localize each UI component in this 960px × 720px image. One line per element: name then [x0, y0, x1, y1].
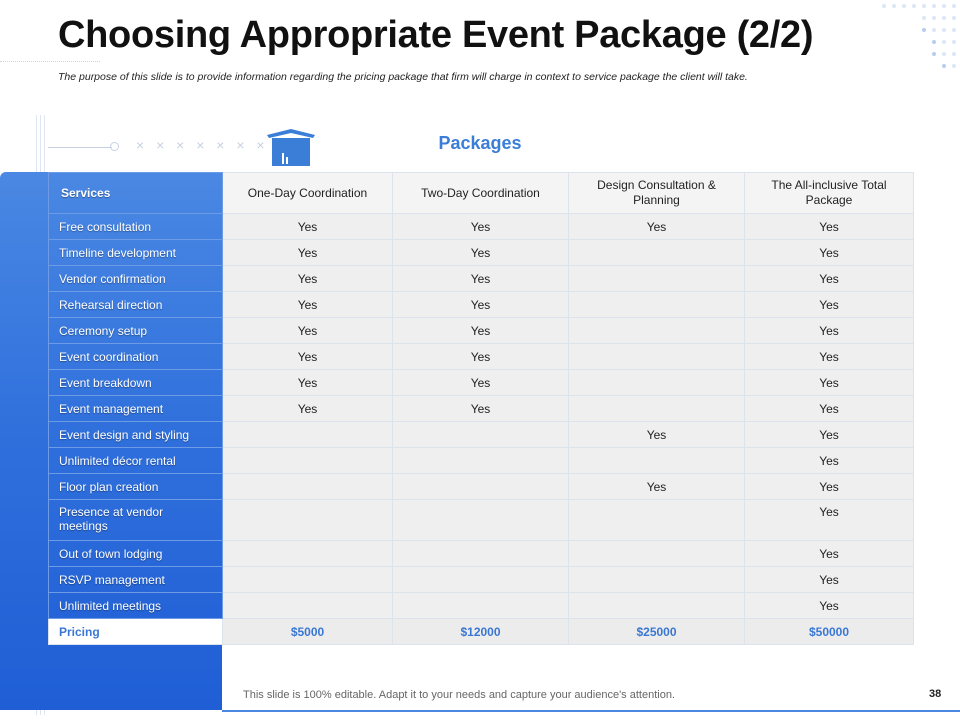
table-row — [49, 318, 914, 344]
table-cell: Yes — [393, 344, 569, 370]
table-cell — [393, 448, 569, 474]
service-name: Vendor confirmation — [49, 266, 223, 292]
table-row — [49, 292, 914, 318]
pricing-label: Pricing — [49, 619, 223, 645]
table-cell — [569, 500, 745, 541]
price-design-consultation: $25000 — [569, 619, 745, 645]
service-name: Timeline development — [49, 240, 223, 266]
service-name: Event management — [49, 396, 223, 422]
table-cell — [569, 240, 745, 266]
price-all-inclusive: $50000 — [745, 619, 914, 645]
table-cell — [569, 318, 745, 344]
packages-table — [48, 172, 914, 645]
table-cell — [569, 593, 745, 619]
column-header-services: Services — [49, 173, 223, 214]
table-cell: Yes — [745, 214, 914, 240]
table-cell — [569, 370, 745, 396]
table-cell — [223, 422, 393, 448]
table-cell: Yes — [745, 344, 914, 370]
service-name: Event breakdown — [49, 370, 223, 396]
table-cell: Yes — [745, 422, 914, 448]
table-cell — [393, 422, 569, 448]
table-row — [49, 240, 914, 266]
table-cell — [569, 266, 745, 292]
table-row — [49, 567, 914, 593]
table-cell: Yes — [569, 422, 745, 448]
table-cell: Yes — [393, 292, 569, 318]
box-icon — [263, 127, 319, 167]
service-name: Presence at vendor meetings — [49, 500, 223, 541]
table-cell: Yes — [745, 318, 914, 344]
table-cell — [223, 593, 393, 619]
service-name: RSVP management — [49, 567, 223, 593]
table-row — [49, 593, 914, 619]
table-cell — [569, 541, 745, 567]
table-header-row — [49, 173, 914, 214]
bottom-accent-line — [222, 710, 960, 712]
table-cell — [393, 500, 569, 541]
table-cell: Yes — [569, 214, 745, 240]
table-row — [49, 214, 914, 240]
table-cell — [569, 567, 745, 593]
decorative-line — [48, 147, 112, 148]
table-row — [49, 422, 914, 448]
table-cell — [393, 541, 569, 567]
column-header-one-day: One-Day Coordination — [223, 173, 393, 214]
table-cell: Yes — [745, 541, 914, 567]
table-cell — [569, 396, 745, 422]
service-name: Event coordination — [49, 344, 223, 370]
column-header-two-day: Two-Day Coordination — [393, 173, 569, 214]
table-cell: Yes — [393, 396, 569, 422]
table-row — [49, 266, 914, 292]
slide-title: Choosing Appropriate Event Package (2/2) — [58, 14, 814, 56]
column-header-all-inclusive: The All-inclusive Total Package — [745, 173, 914, 214]
price-one-day: $5000 — [223, 619, 393, 645]
table-cell: Yes — [393, 240, 569, 266]
table-cell: Yes — [745, 474, 914, 500]
table-row — [49, 474, 914, 500]
table-cell — [223, 500, 393, 541]
footer-note: This slide is 100% editable. Adapt it to your needs and capture your audience's attention. — [243, 689, 675, 701]
x-marks-decoration: × × × × × × × — [136, 137, 269, 153]
table-cell: Yes — [223, 396, 393, 422]
table-cell — [569, 292, 745, 318]
table-cell — [393, 593, 569, 619]
table-cell: Yes — [393, 318, 569, 344]
table-row — [49, 344, 914, 370]
service-name: Event design and styling — [49, 422, 223, 448]
table-cell: Yes — [223, 370, 393, 396]
table-cell: Yes — [745, 500, 914, 541]
page-number: 38 — [929, 688, 942, 700]
service-name: Free consultation — [49, 214, 223, 240]
table-cell — [569, 448, 745, 474]
table-cell: Yes — [223, 266, 393, 292]
table-row — [49, 370, 914, 396]
table-row — [49, 500, 914, 541]
table-row — [49, 541, 914, 567]
table-cell: Yes — [745, 292, 914, 318]
table-row — [49, 448, 914, 474]
service-name: Floor plan creation — [49, 474, 223, 500]
table-cell — [393, 474, 569, 500]
service-name: Unlimited meetings — [49, 593, 223, 619]
pricing-row — [49, 619, 914, 645]
top-divider — [0, 61, 100, 63]
decorative-circle — [110, 142, 119, 151]
table-cell — [393, 567, 569, 593]
table-cell: Yes — [223, 344, 393, 370]
service-name: Ceremony setup — [49, 318, 223, 344]
table-cell: Yes — [745, 370, 914, 396]
table-cell — [223, 567, 393, 593]
column-header-design-consultation: Design Consultation & Planning — [569, 173, 745, 214]
table-cell: Yes — [393, 214, 569, 240]
table-cell: Yes — [745, 396, 914, 422]
slide-subtitle: The purpose of this slide is to provide information regarding the pricing package that firm will charge in context to service package the client will take. — [58, 71, 748, 83]
table-cell: Yes — [223, 214, 393, 240]
table-cell — [223, 541, 393, 567]
table-cell: Yes — [569, 474, 745, 500]
service-name: Rehearsal direction — [49, 292, 223, 318]
packages-heading: Packages — [438, 133, 522, 153]
table-cell: Yes — [745, 266, 914, 292]
service-name: Out of town lodging — [49, 541, 223, 567]
table-cell: Yes — [745, 240, 914, 266]
table-cell: Yes — [393, 370, 569, 396]
dot-pattern-decoration — [880, 0, 960, 75]
table-cell — [223, 474, 393, 500]
table-cell: Yes — [223, 318, 393, 344]
price-two-day: $12000 — [393, 619, 569, 645]
table-cell — [223, 448, 393, 474]
service-name: Unlimited décor rental — [49, 448, 223, 474]
table-cell: Yes — [745, 448, 914, 474]
table-cell: Yes — [223, 240, 393, 266]
table-cell: Yes — [745, 593, 914, 619]
table-cell: Yes — [745, 567, 914, 593]
table-cell: Yes — [223, 292, 393, 318]
table-cell: Yes — [393, 266, 569, 292]
table-row — [49, 396, 914, 422]
table-cell — [569, 344, 745, 370]
